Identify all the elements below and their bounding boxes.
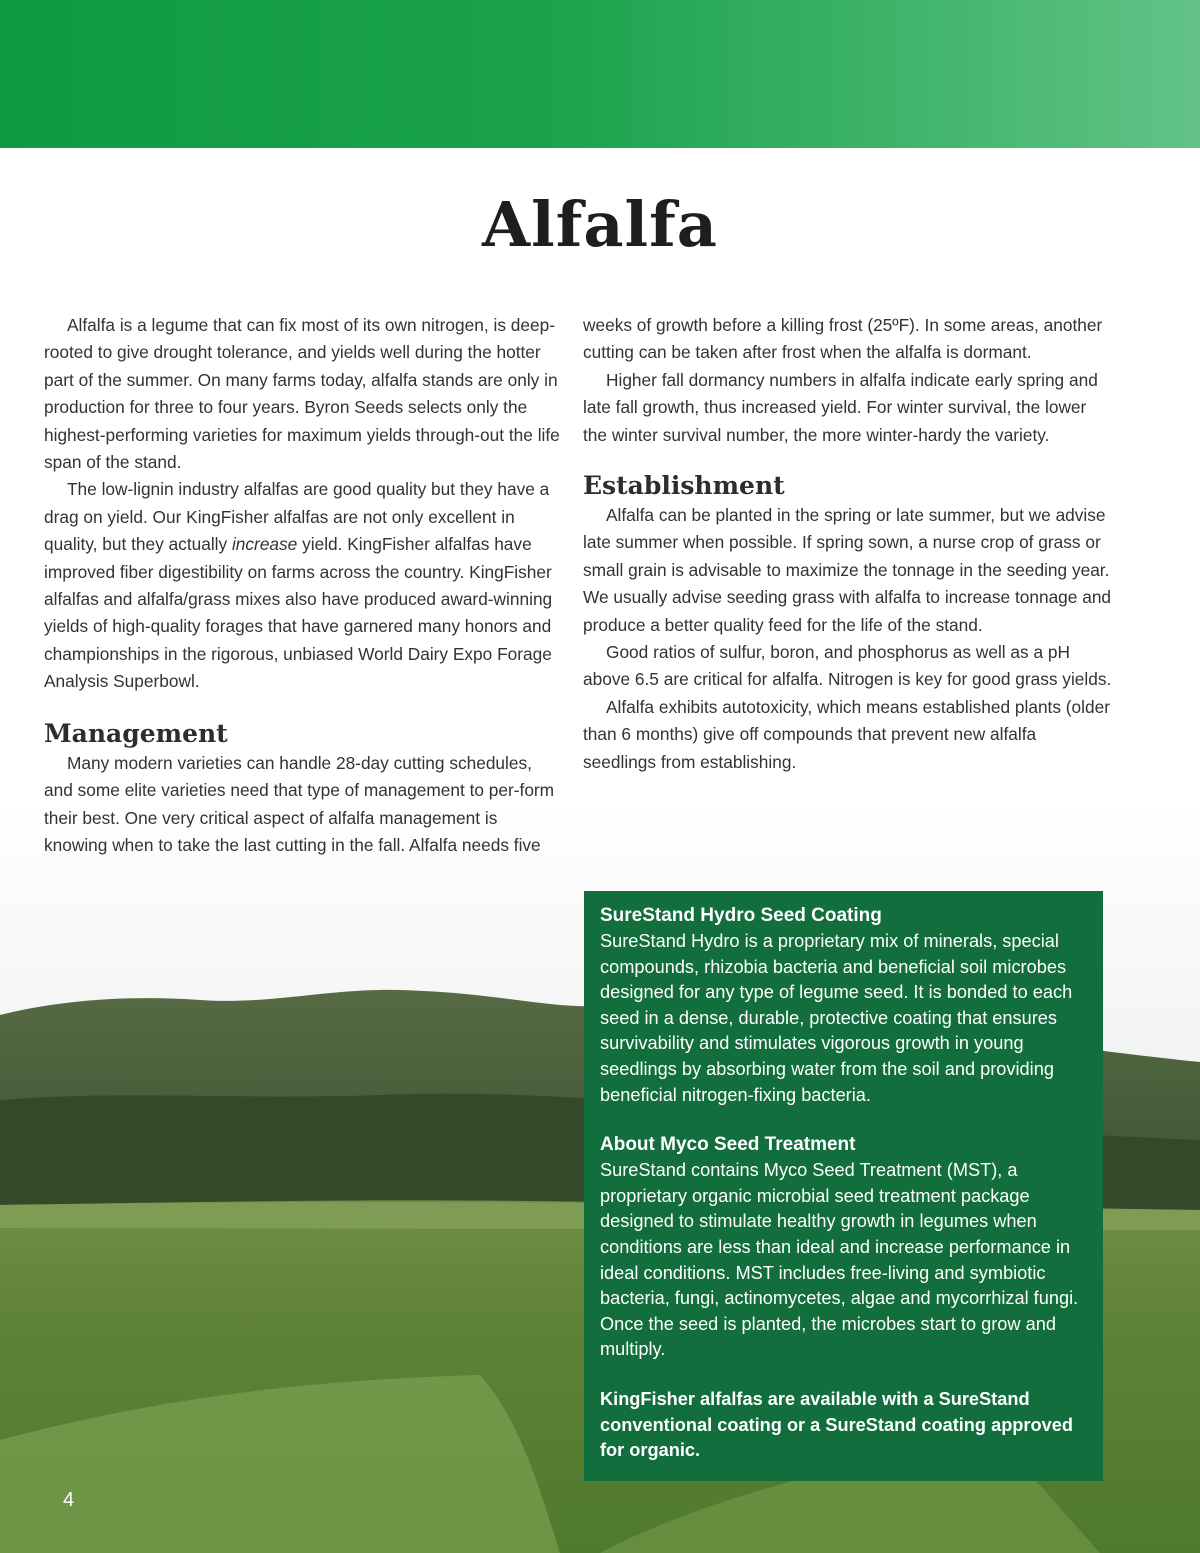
- page-number: 4: [63, 1489, 75, 1511]
- intro-paragraph-2: [44, 476, 564, 695]
- header-color-band: [0, 0, 1200, 148]
- left-text-column: [44, 312, 564, 859]
- hydro-coating-text: SureStand Hydro is a proprietary mix of minerals, special compounds, rhizobia bacteria and beneficial soil microbes designed for any type of legume seed. It is bonded to each seed in a dense, durable, protective coating that ensures survivability and stimulates vigorous growth in young seedlings by absorbing water from the soil and providing beneficial nitrogen-fixing bacteria.: [600, 931, 1073, 1105]
- establishment-paragraph-1: Alfalfa can be planted in the spring or late summer, but we advise late summer when possible. If spring sown, a nurse crop of grass or small grain is advisable to maximize the tonnage in the seeding year. We usually advise seeding grass with alfalfa to increase tonnage and produce a better quality feed for the life of the stand.: [583, 505, 1112, 635]
- availability-note: KingFisher alfalfas are available with a SureStand conventional coating or a SureStand coating approved for organic.: [600, 1388, 1073, 1461]
- surestand-info-box: [584, 891, 1103, 1481]
- management-heading: Management: [44, 718, 228, 748]
- management-paragraph: Many modern varieties can handle 28-day cutting schedules, and some elite varieties need that type of management to per-form their best. One very critical aspect of alfalfa management is knowing when to take the last cutting in the fall. Alfalfa needs five: [44, 752, 555, 855]
- page-title: Alfalfa: [482, 188, 718, 261]
- intro-p2-lead: The low-lignin industry alfalfas are good quality but they have a drag on yield. Our KingFisher alfalfas are not only excellent in quality, but they actually: [44, 479, 550, 555]
- management-continued-paragraph: weeks of growth before a killing frost (25ºF). In some areas, another cutting can be taken after frost when the alfalfa is dormant.: [583, 315, 1103, 363]
- establishment-paragraph-2: Good ratios of sulfur, boron, and phosphorus as well as a pH above 6.5 are critical for alfalfa. Nitrogen is key for good grass yields.: [583, 642, 1112, 690]
- intro-paragraph-1: Alfalfa is a legume that can fix most of its own nitrogen, is deep-rooted to give drought tolerance, and yields well during the hotter part of the summer. On many farms today, alfalfa stands are only in production for three to four years. Byron Seeds selects only the highest-performing varieties for maximum yields through-out the life span of the stand.: [44, 315, 560, 473]
- intro-p2-tail: yield. KingFisher alfalfas have improved fiber digestibility on farms across the country. KingFisher alfalfas and alfalfa/grass mixes also have produced award-winning yields of high-quality forages that have garnered many honors and championships in the rigorous, unbiased World Dairy Expo Forage Analysis Superbowl.: [44, 534, 553, 692]
- myco-treatment-heading: About Myco Seed Treatment: [600, 1134, 856, 1156]
- establishment-paragraph-3: Alfalfa exhibits autotoxicity, which means established plants (older than 6 months) give off compounds that prevent new alfalfa seedlings from establishing.: [583, 696, 1110, 772]
- fall-dormancy-paragraph: Higher fall dormancy numbers in alfalfa indicate early spring and late fall growth, thus increased yield. For winter survival, the lower the winter survival number, the more winter-hardy the variety.: [583, 369, 1098, 445]
- establishment-heading: Establishment: [583, 471, 785, 501]
- myco-treatment-text: SureStand contains Myco Seed Treatment (MST), a proprietary organic microbial seed treatment package designed to stimulate healthy growth in legumes when conditions are less than ideal and increase performance in ideal conditions. MST includes free-living and symbiotic bacteria, fungi, actinomycetes, algae and mycorrhizal fungi. Once the seed is planted, the microbes start to grow and multiply.: [600, 1160, 1079, 1360]
- hydro-coating-heading: SureStand Hydro Seed Coating: [600, 905, 882, 926]
- increase-emphasis: increase: [231, 534, 298, 555]
- right-text-column: [583, 312, 1113, 776]
